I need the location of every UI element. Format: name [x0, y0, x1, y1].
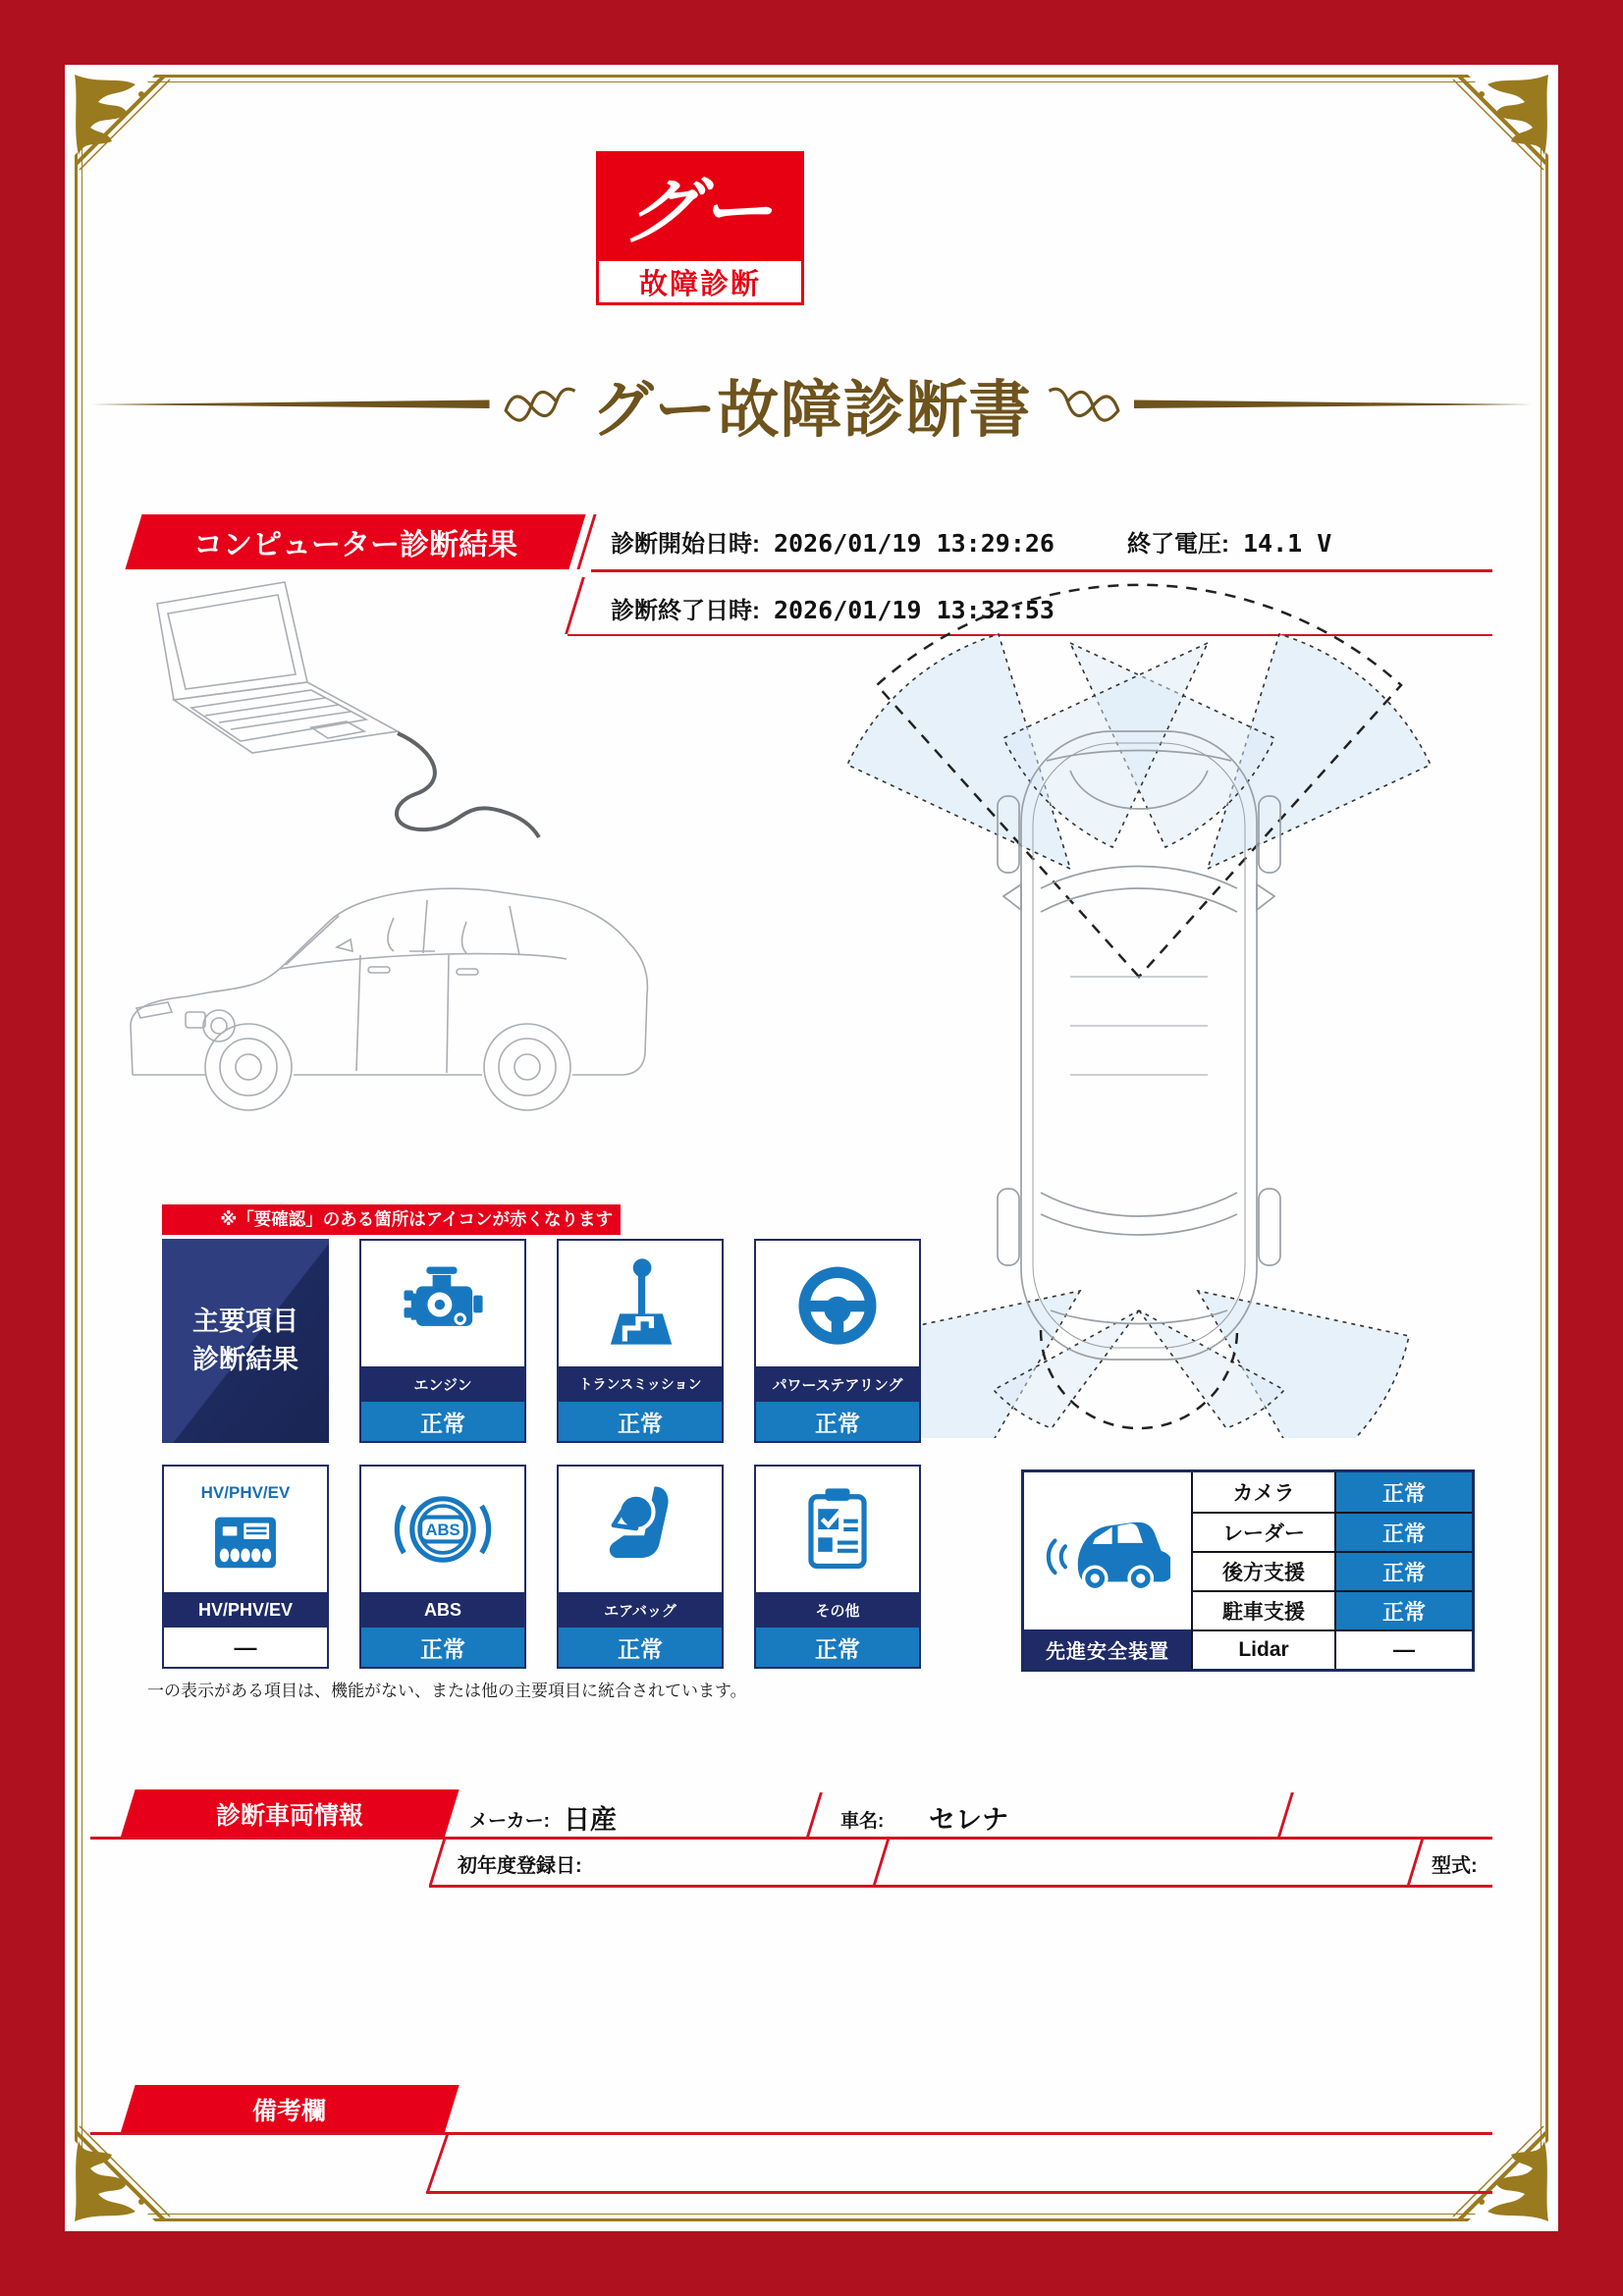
engine-icon — [392, 1253, 494, 1355]
title-flourish-icon — [1042, 384, 1124, 425]
safety-row-label: 駐車支援 — [1191, 1590, 1334, 1629]
title-line-left — [90, 400, 490, 409]
tile-status: 正常 — [361, 1402, 524, 1441]
divider-line — [90, 1837, 1492, 1840]
car-name-label: 車名: — [840, 1811, 885, 1832]
tile-label: ABS — [361, 1592, 524, 1628]
tile-label: トランスミッション — [559, 1366, 722, 1402]
safety-row-status: 正常 — [1334, 1551, 1472, 1590]
laptop-car-wireframe-illustration — [103, 564, 677, 1202]
corner-ornament-icon — [65, 65, 181, 181]
grid-footnote: 一の表示がある項目は、機能がない、または他の主要項目に統合されています。 — [147, 1682, 747, 1700]
model-code-label: 型式: — [1432, 1855, 1478, 1877]
goo-logo-mark — [596, 151, 804, 261]
main-items-grid — [162, 1239, 921, 1669]
diagnosis-start-field — [611, 524, 1055, 559]
tile-engine — [359, 1239, 526, 1443]
tile-label: その他 — [756, 1592, 919, 1628]
tile-transmission — [557, 1239, 724, 1443]
tile-other — [754, 1465, 921, 1669]
abs-icon — [392, 1478, 494, 1580]
maker-label: メーカー: — [469, 1811, 550, 1832]
maker-value: 日産 — [564, 1805, 617, 1835]
divider-line — [429, 1885, 1492, 1888]
end-voltage-field — [1127, 524, 1331, 559]
tile-status: 正常 — [756, 1628, 919, 1667]
tile-abs — [359, 1465, 526, 1669]
tile-power-steering — [754, 1239, 921, 1443]
safety-caption: 先進安全装置 — [1024, 1629, 1191, 1669]
diagnosis-end-value: 2026/01/19 13:32:53 — [774, 596, 1055, 624]
ev-battery-icon — [203, 1497, 288, 1581]
title-row — [90, 355, 1533, 454]
end-voltage-value: 14.1 V — [1243, 529, 1332, 558]
diagnosis-end-label: 診断終了日時: — [611, 598, 760, 624]
goo-logo-subtitle: 故障診断 — [596, 261, 804, 305]
page-title: グー故障診断書 — [591, 375, 1032, 445]
notice-bar: ※「要確認」のある箇所はアイコンが赤くなります — [162, 1204, 621, 1235]
tile-airbag — [557, 1465, 724, 1669]
tile-status: — — [164, 1628, 327, 1667]
header-line2: 診断結果 — [192, 1345, 298, 1374]
diagnosis-start-label: 診断開始日時: — [611, 531, 760, 558]
tile-label: HV/PHV/EV — [164, 1592, 327, 1628]
safety-row-status: 正常 — [1334, 1472, 1472, 1512]
goo-logo-text: グー — [621, 171, 779, 252]
divider-line — [426, 2191, 1492, 2194]
tile-status: 正常 — [559, 1628, 722, 1667]
first-registration-label: 初年度登録日: — [458, 1855, 582, 1877]
tile-label: エアバッグ — [559, 1592, 722, 1628]
goo-logo — [596, 151, 804, 305]
svg-text:ABS: ABS — [425, 1521, 460, 1540]
checklist-icon — [786, 1478, 889, 1580]
hv-overlay-label: HV/PHV/EV — [200, 1483, 291, 1502]
header-line1: 主要項目 — [192, 1306, 298, 1336]
safety-row-status: 正常 — [1334, 1590, 1472, 1629]
transmission-icon — [589, 1253, 691, 1355]
tile-status: 正常 — [361, 1628, 524, 1667]
divider-line — [90, 2132, 1492, 2135]
corner-ornament-icon — [1442, 65, 1558, 181]
end-voltage-label: 終了電圧: — [1127, 531, 1229, 558]
tile-label: パワーステアリング — [756, 1366, 919, 1402]
advanced-safety-table — [1021, 1469, 1475, 1672]
diagnosis-start-value: 2026/01/19 13:29:26 — [774, 529, 1055, 558]
safety-row-label: Lidar — [1191, 1629, 1334, 1669]
section-remarks: 備考欄 — [120, 2085, 459, 2134]
safety-car-cell — [1024, 1472, 1191, 1669]
title-line-right — [1134, 400, 1534, 409]
main-items-header-tile — [162, 1239, 329, 1443]
safety-row-label: 後方支援 — [1191, 1551, 1334, 1590]
tile-status: 正常 — [756, 1402, 919, 1441]
tile-label: エンジン — [361, 1366, 524, 1402]
section-computer-diagnosis: コンピューター診断結果 — [125, 514, 585, 569]
airbag-icon — [589, 1478, 691, 1580]
tile-hv-phv-ev — [162, 1465, 329, 1669]
title-flourish-icon — [500, 384, 582, 425]
tile-status: 正常 — [559, 1402, 722, 1441]
safety-row-label: レーダー — [1191, 1512, 1334, 1551]
section-vehicle-info: 診断車両情報 — [120, 1789, 459, 1839]
car-name-value: セレナ — [929, 1805, 1008, 1835]
steering-wheel-icon — [786, 1253, 889, 1355]
car-sensor-icon — [1045, 1500, 1170, 1602]
safety-row-status: 正常 — [1334, 1512, 1472, 1551]
safety-row-label: カメラ — [1191, 1472, 1334, 1512]
safety-row-status: — — [1334, 1629, 1472, 1669]
